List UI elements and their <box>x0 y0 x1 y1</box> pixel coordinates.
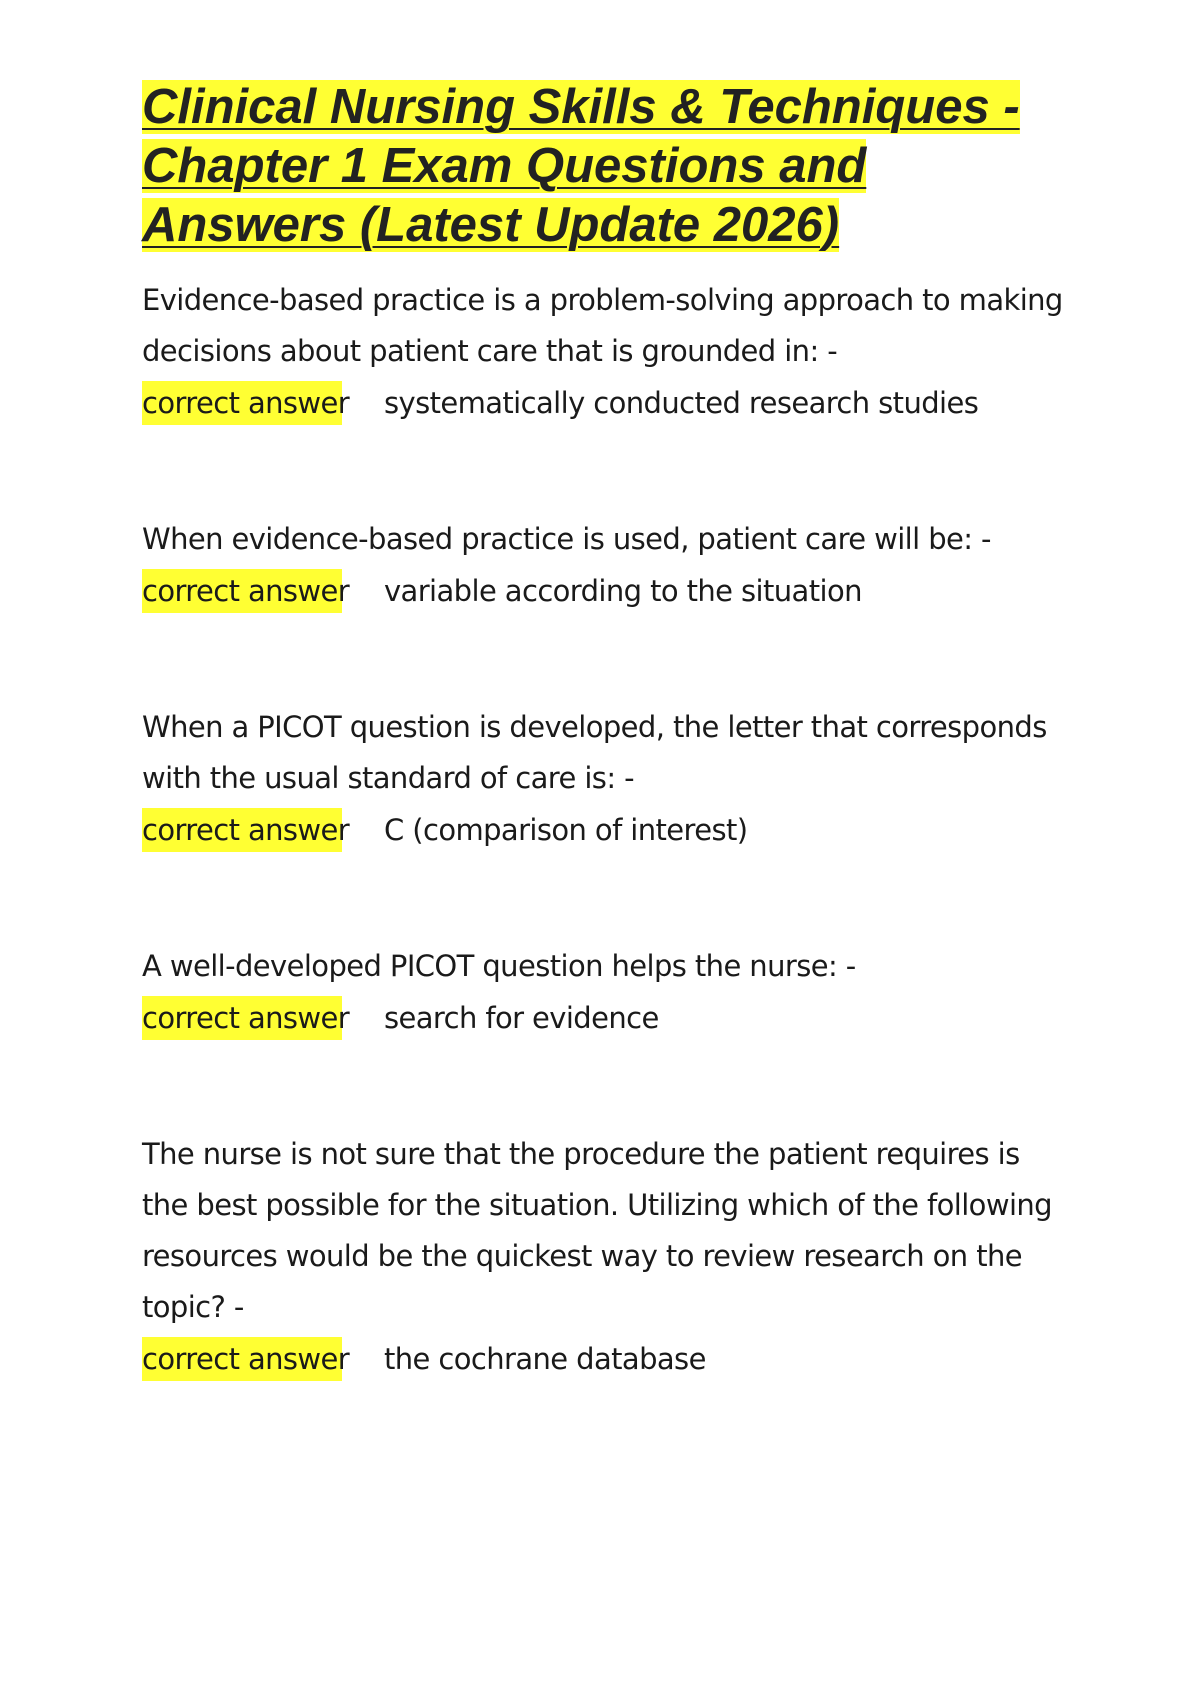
question-text: Evidence-based practice is a problem-solving approach to making decisions about patient care that is grounded in: - <box>142 283 1063 368</box>
question-text: When a PICOT question is developed, the letter that corresponds with the usual standard of care is: - <box>142 710 1047 795</box>
answer-text: C (comparison of interest) <box>384 813 748 847</box>
title-line-1: Clinical Nursing Skills & Techniques - <box>142 80 1020 134</box>
document-title <box>142 78 1072 255</box>
question-text: A well-developed PICOT question helps the nurse: - <box>142 949 856 983</box>
qa-item-3 <box>142 702 1072 856</box>
document-page <box>142 78 1072 1385</box>
answer-text: systematically conducted research studies <box>384 386 979 420</box>
correct-answer-label: correct answer <box>142 996 342 1040</box>
qa-item-2 <box>142 514 1072 617</box>
qa-item-1 <box>142 275 1072 429</box>
qa-item-4 <box>142 941 1072 1044</box>
correct-answer-label: correct answer <box>142 1337 342 1381</box>
title-line-3: Answers (Latest Update 2026) <box>142 198 840 252</box>
question-text: The nurse is not sure that the procedure the patient requires is the best possible for the situation. Utilizing which of the following resources would be the quickest way to review research on the topic? - <box>142 1137 1052 1324</box>
answer-row <box>142 377 1072 429</box>
answer-row <box>142 804 1072 856</box>
answer-row <box>142 992 1072 1044</box>
title-line-2: Chapter 1 Exam Questions and <box>142 139 867 193</box>
question-text: When evidence-based practice is used, patient care will be: - <box>142 522 991 556</box>
answer-text: the cochrane database <box>384 1342 706 1376</box>
qa-item-5 <box>142 1129 1072 1385</box>
answer-text: variable according to the situation <box>384 574 862 608</box>
answer-row <box>142 1333 1072 1385</box>
correct-answer-label: correct answer <box>142 381 342 425</box>
correct-answer-label: correct answer <box>142 808 342 852</box>
answer-text: search for evidence <box>384 1001 659 1035</box>
correct-answer-label: correct answer <box>142 569 342 613</box>
answer-row <box>142 565 1072 617</box>
